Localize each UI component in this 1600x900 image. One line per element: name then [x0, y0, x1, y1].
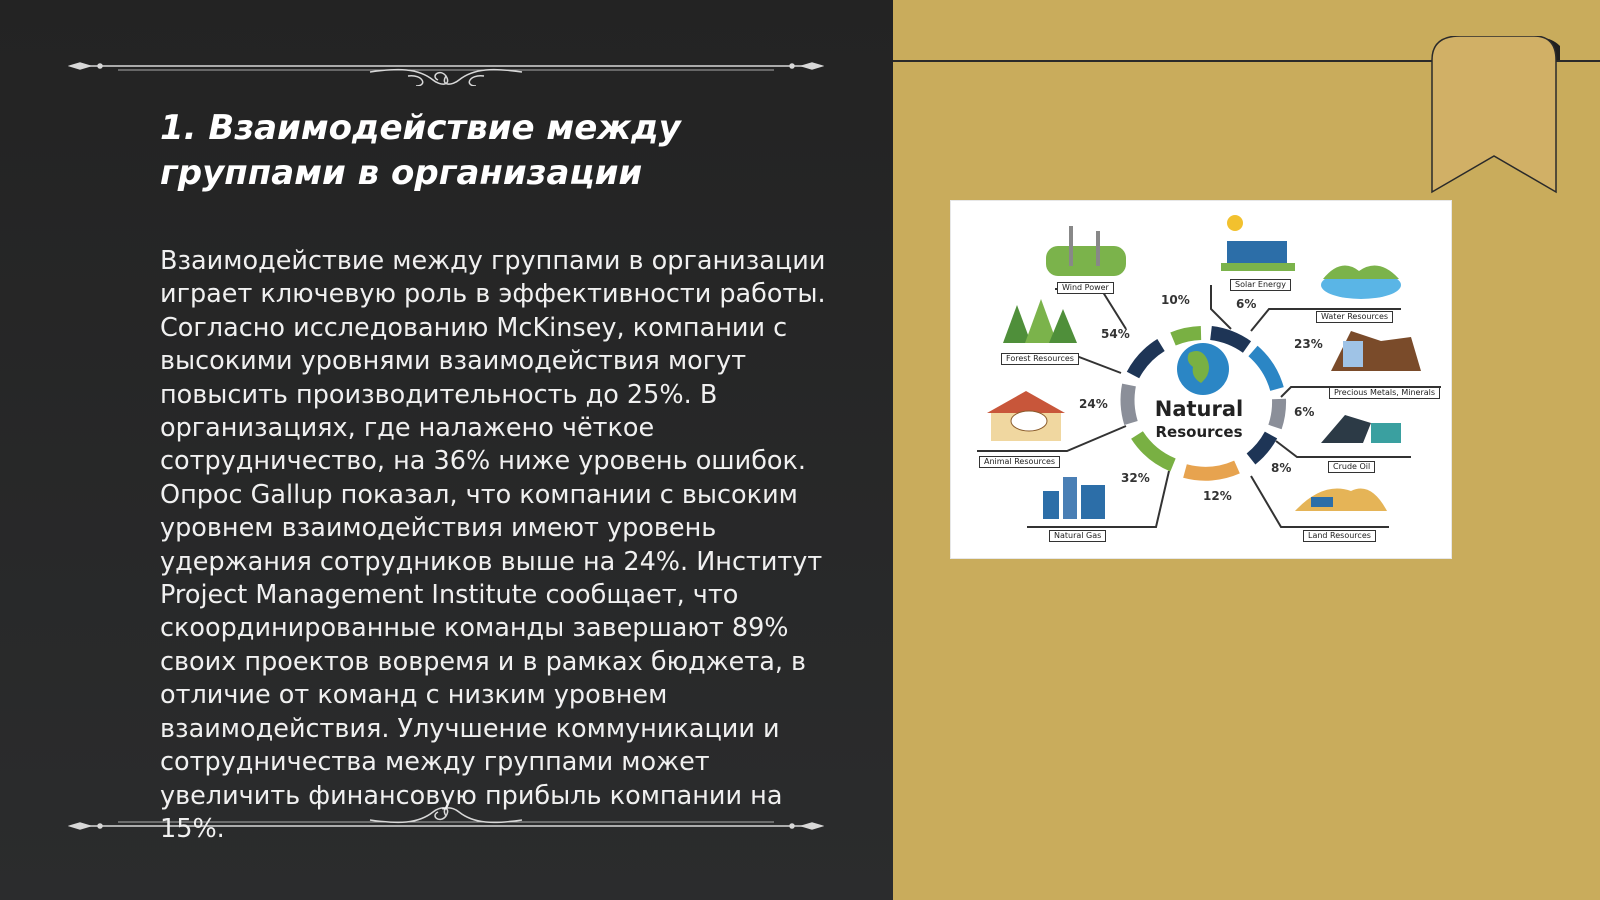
animal-resources-illustration — [987, 391, 1065, 441]
label-wind-power: Wind Power — [1057, 282, 1114, 294]
infographic-center-subtitle: Resources — [1155, 423, 1243, 441]
forest-resources-illustration — [1003, 299, 1077, 343]
slide-title: 1. Взаимодействие между группами в организации — [160, 108, 681, 193]
pct-precious-metals: 6% — [1294, 405, 1315, 419]
label-forest-resources: Forest Resources — [1001, 353, 1079, 365]
pct-water-resources: 23% — [1294, 337, 1323, 351]
pct-solar-energy: 6% — [1236, 297, 1257, 311]
pct-land-resources: 12% — [1203, 489, 1232, 503]
bookmark-ribbon — [1430, 36, 1590, 202]
slide-body-text: Взаимодействие между группами в организации играет ключевую роль в эффективности работы. Согласно исследованию McKinsey, компании с высокими уровнями взаимодействия могут повысить производительность до 25%. В организациях, где налажено чёткое сотрудничество, на 36% ниже уровень ошибок. Опрос Gallup показал, что компании с высоким уровнем взаимодействия имеют уровень удержания сотрудников выше на 24%. Институт Project Management Institute сообщает, что скоординированные команды завершают 89% своих проектов вовремя и в рамках бюджета, в отличие от команд с низким уровнем взаимодействия. Улучшение коммуникации и сотрудничества между группами может увеличить финансовую прибыль компании на 15%. — [160, 246, 826, 844]
label-animal-resources: Animal Resources — [979, 456, 1060, 468]
infographic-center-title: Natural — [1154, 397, 1244, 421]
precious-metals-illustration — [1331, 331, 1421, 371]
water-resources-illustration — [1321, 266, 1401, 299]
label-natural-gas: Natural Gas — [1049, 530, 1106, 542]
pct-natural-gas: 32% — [1121, 471, 1150, 485]
label-crude-oil: Crude Oil — [1328, 461, 1375, 473]
wind-power-illustration — [1046, 226, 1126, 276]
label-solar-energy: Solar Energy — [1230, 279, 1291, 291]
label-water-resources: Water Resources — [1316, 311, 1393, 323]
top-ornament — [68, 46, 824, 86]
pct-crude-oil: 8% — [1271, 461, 1292, 475]
crude-oil-illustration — [1321, 415, 1401, 443]
solar-energy-illustration — [1221, 215, 1295, 271]
label-land-resources: Land Resources — [1303, 530, 1376, 542]
pct-animal-resources: 24% — [1079, 397, 1108, 411]
pct-forest-resources: 54% — [1101, 327, 1130, 341]
label-precious-metals: Precious Metals, Minerals — [1329, 387, 1440, 399]
infographic-artwork — [951, 201, 1451, 558]
pct-wind-power: 10% — [1161, 293, 1190, 307]
land-resources-illustration — [1295, 489, 1387, 512]
natural-resources-infographic — [950, 200, 1452, 559]
natural-gas-illustration — [1043, 477, 1105, 519]
